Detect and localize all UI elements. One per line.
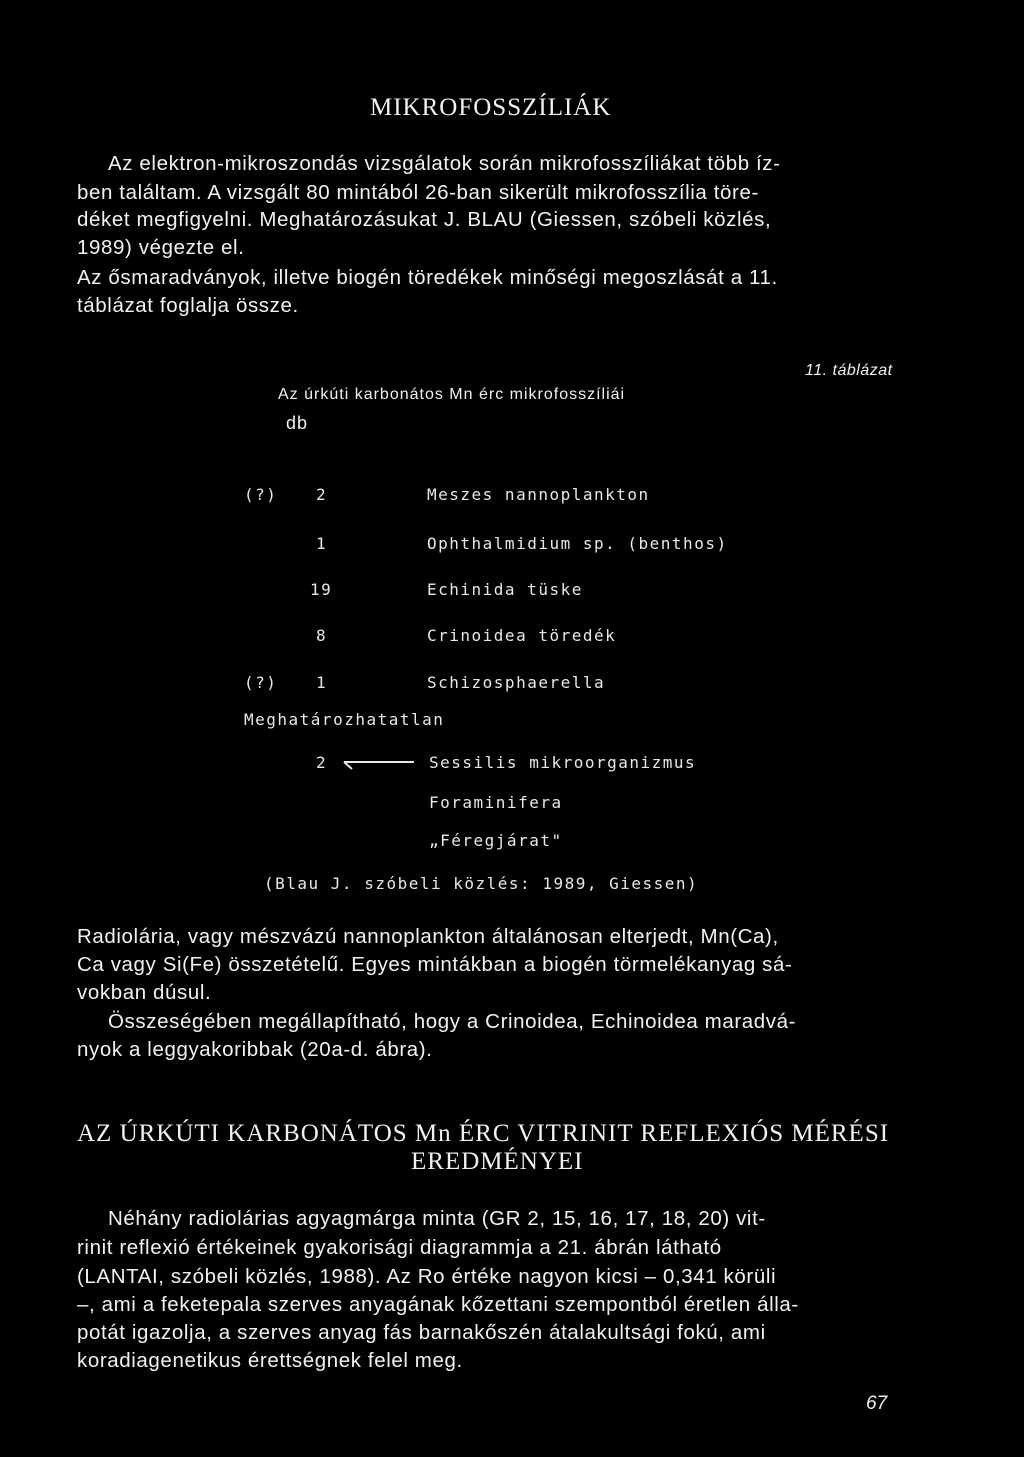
arrow-left-icon [338,756,418,776]
undetermined-label: Meghatározhatatlan [244,710,445,729]
text-line: Az elektron-mikroszondás vizsgálatok során mikrofosszíliákat több íz- [108,152,781,175]
row-count: 19 [310,580,333,599]
row-count: 8 [316,626,328,645]
text-line: vokban dúsul. [77,981,212,1004]
table-number: 11. táblázat [805,362,893,379]
table-source: (Blau J. szóbeli közlés: 1989, Giessen) [264,874,699,893]
text-line: Néhány radiolárias agyagmárga minta (GR 2, 15, 16, 17, 18, 20) vit- [108,1207,766,1230]
page-number: 67 [866,1393,888,1414]
text-line: 1989) végezte el. [77,236,245,259]
text-line: Radiolária, vagy mészvázú nannoplankton általánosan elterjedt, Mn(Ca), [77,925,779,948]
undetermined-item: „Féregjárat" [429,831,563,850]
text-line: ben találtam. A vizsgált 80 mintából 26-ban sikerült mikrofosszília töre- [77,181,759,204]
text-line: koradiagenetikus érettségnek felel meg. [77,1349,463,1372]
row-name: Ophthalmidium sp. (benthos) [427,534,728,553]
row-count: 1 [316,534,328,553]
text-line: déket megfigyelni. Meghatározásukat J. BLAU (Giessen, szóbeli közlés, [77,208,772,231]
text-line: Ca vagy Si(Fe) összetételű. Egyes mintákban a biogén törmelékanyag sá- [77,953,793,976]
text-line: rinit reflexió értékeinek gyakorisági diagrammja a 21. ábrán látható [77,1236,722,1259]
text-line: táblázat foglalja össze. [77,294,299,317]
table-caption: Az úrkúti karbonátos Mn érc mikrofosszíliái [278,386,626,403]
section-title-mikrofosszilia: MIKROFOSSZÍLIÁK [370,94,612,121]
row-prefix: (?) [244,673,278,692]
row-count: 1 [316,673,328,692]
text-line: (LANTAI, szóbeli közlés, 1988). Az Ro értéke nagyon kicsi – 0,341 körüli [77,1265,777,1288]
row-prefix: (?) [244,485,278,504]
text-line: potát igazolja, a szerves anyag fás barnakőszén átalakultsági fokú, ami [77,1321,766,1344]
undetermined-count: 2 [316,753,328,772]
text-line: Összeségében megállapítható, hogy a Crinoidea, Echinoidea maradvá- [108,1010,797,1033]
undetermined-item: Sessilis mikroorganizmus [429,753,697,772]
section-title-vitrinit: AZ ÚRKÚTI KARBONÁTOS Mn ÉRC VITRINIT REFLEXIÓS MÉRÉSI [77,1120,890,1147]
row-name: Meszes nannoplankton [427,485,650,504]
section-title-vitrinit-line2: EREDMÉNYEI [411,1148,584,1175]
text-line: –, ami a feketepala szerves anyagának kőzettani szempontból éretlen álla- [77,1293,799,1316]
row-count: 2 [316,485,328,504]
table-unit: db [286,413,309,433]
row-name: Schizosphaerella [427,673,606,692]
row-name: Crinoidea töredék [427,626,617,645]
row-name: Echinida tüske [427,580,583,599]
undetermined-item: Foraminifera [429,793,563,812]
text-line: Az ősmaradványok, illetve biogén töredékek minőségi megoszlását a 11. [77,266,778,289]
text-line: nyok a leggyakoribbak (20a-d. ábra). [77,1038,433,1061]
